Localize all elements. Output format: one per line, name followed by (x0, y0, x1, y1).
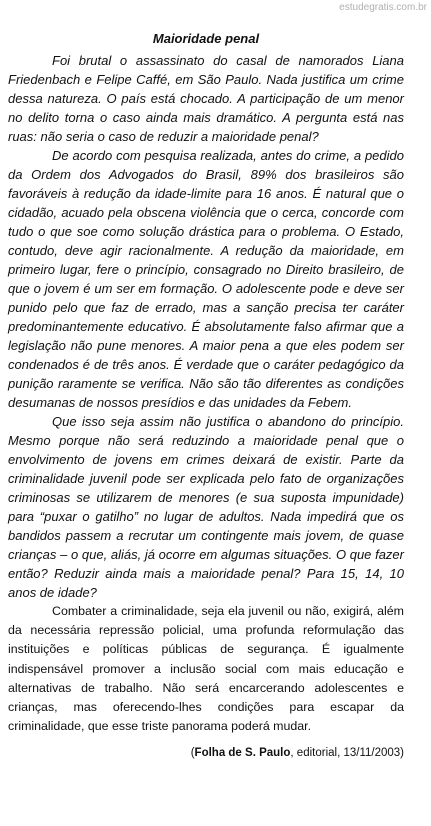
document-title: Maioridade penal (152, 31, 260, 46)
paragraph-3: Que isso seja assim não justifica o abandono do princípio. Mesmo porque não será reduzindo a maioridade penal que o envolvimento de jovens em crimes deixará de existir. Parte da criminalidade juvenil pode ser explicada pelo fato de organizações criminosas se utilizarem de menores (e sua suposta impunidade) para “puxar o gatilho” no lugar de adultos. Nada impedirá que os bandidos passem a recrutar um contingente mais jovem, de quase crianças – o que, aliás, já ocorre em algumas situações. O que fazer então? Reduzir ainda mais a maioridade penal? Para 15, 14, 10 anos de idade? (8, 414, 404, 600)
editorial-text (8, 30, 404, 761)
source-open-paren: ( (190, 747, 195, 760)
source-details: , editorial, 13/11/2003) (290, 747, 404, 760)
source-publication: Folha de S. Paulo (194, 747, 291, 760)
paragraph-2: De acordo com pesquisa realizada, antes do crime, a pedido da Ordem dos Advogados do Brasil, 89% dos brasileiros são favoráveis à redução da idade-limite para 16 anos. É natural que o cidadão, acuado pela obscena violência que o cerca, concorde com tudo o que soe como solução drástica para o problema. O Estado, contudo, deve agir racionalmente. A redução da maioridade, em primeiro lugar, fere o princípio, consagrado no Direito brasileiro, de que o jovem é um ser em formação. O adolescente pode e deve ser punido pelo que faz de errado, mas a sanção precisa ter caráter predominantemente educativo. É absolutamente falso afirmar que a legislação não pune menores. A maior pena a que eles podem ser condenados é de três anos. É verdade que o caráter pedagógico da punição raramente se verifica. Não são tão diferentes as condições desumanas de nossos presídios e das unidades da Febem. (8, 148, 404, 410)
source-citation (8, 745, 404, 761)
site-watermark: estudegratis.com.br (339, 2, 427, 13)
paragraph-4: Combater a criminalidade, seja ela juvenil ou não, exigirá, além da necessária repressão policial, uma profunda reformulação das instituições e políticas públicas de segurança. É igualmente indispensável promover a inclusão social com mais educação e alternativas de trabalho. Não será encarcerando adolescentes e crianças, mas oferecendo-lhes condições para escapar da criminalidade, que esse triste panorama poderá mudar. (8, 604, 404, 734)
paragraph-1: Foi brutal o assassinato do casal de namorados Liana Friedenbach e Felipe Caffé, em São Paulo. Nada justifica um crime dessa natureza. O país está chocado. A participação de um menor no delito torna o caso ainda mais dramático. A pergunta está nas ruas: não seria o caso de reduzir a maioridade penal? (8, 53, 404, 144)
